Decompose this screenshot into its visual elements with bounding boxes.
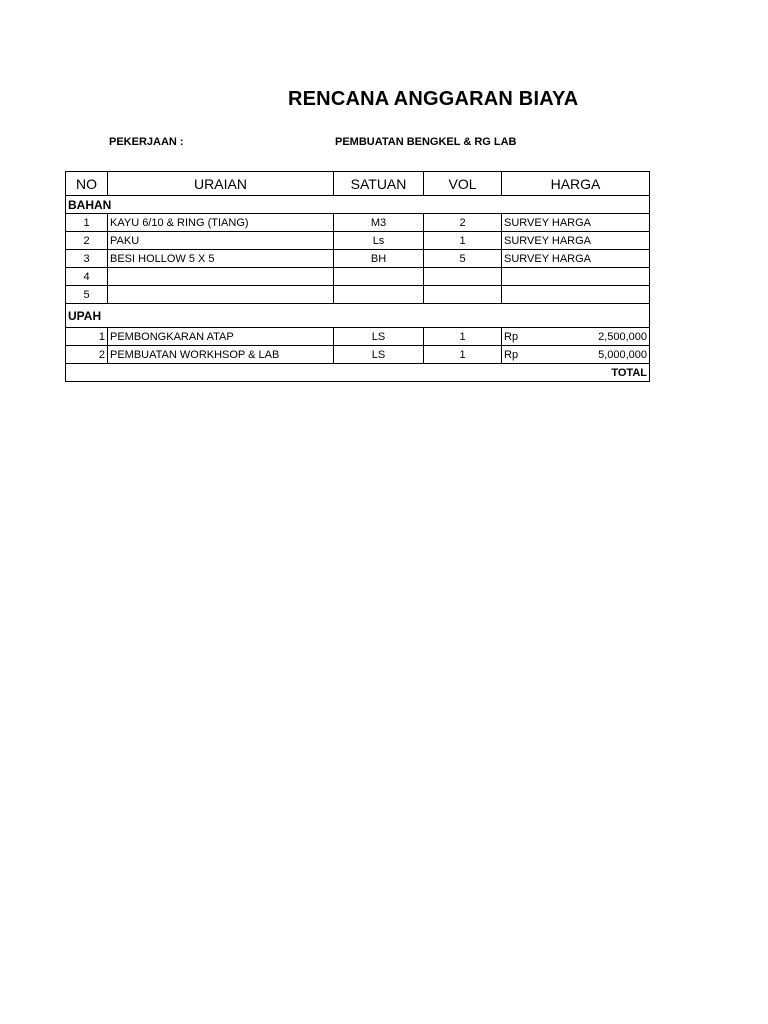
section-row-upah [66, 304, 650, 328]
table-row [66, 232, 650, 250]
cell-no: 1 [66, 214, 108, 232]
currency-label: Rp [504, 330, 519, 343]
total-row [66, 364, 650, 382]
table-row [66, 214, 650, 232]
cell-vol: 1 [424, 232, 502, 250]
cell-satuan: LS [334, 346, 424, 364]
cell-no: 1 [66, 328, 108, 346]
header-harga: HARGA [502, 172, 650, 196]
cell-harga: SURVEY HARGA [502, 250, 650, 268]
cell-uraian [108, 286, 334, 304]
header-satuan: SATUAN [334, 172, 424, 196]
cell-vol: 5 [424, 250, 502, 268]
table-row [66, 250, 650, 268]
cell-uraian: PAKU [108, 232, 334, 250]
header-vol: VOL [424, 172, 502, 196]
cell-vol: 2 [424, 214, 502, 232]
cell-satuan: Ls [334, 232, 424, 250]
cell-satuan: BH [334, 250, 424, 268]
cell-no: 2 [66, 346, 108, 364]
cell-harga: SURVEY HARGA [502, 232, 650, 250]
table-header-row [66, 172, 650, 196]
cell-no: 5 [66, 286, 108, 304]
total-label: TOTAL [66, 364, 650, 382]
cell-satuan [334, 268, 424, 286]
cell-uraian [108, 268, 334, 286]
cell-vol: 1 [424, 346, 502, 364]
section-label-bahan: BAHAN [66, 196, 650, 214]
section-row-bahan [66, 196, 650, 214]
cell-satuan: M3 [334, 214, 424, 232]
cell-vol [424, 268, 502, 286]
cell-uraian: PEMBONGKARAN ATAP [108, 328, 334, 346]
cell-harga: SURVEY HARGA [502, 214, 650, 232]
table-row [66, 346, 650, 364]
cell-harga [502, 268, 650, 286]
cell-uraian: PEMBUATAN WORKHSOP & LAB [108, 346, 334, 364]
table-row [66, 286, 650, 304]
cell-no: 4 [66, 268, 108, 286]
cell-harga [502, 328, 650, 346]
cell-vol: 1 [424, 328, 502, 346]
cell-satuan [334, 286, 424, 304]
pekerjaan-value: PEMBUATAN BENGKEL & RG LAB [335, 136, 517, 148]
currency-label: Rp [504, 348, 519, 361]
table-row [66, 328, 650, 346]
cell-no: 3 [66, 250, 108, 268]
document-title: RENCANA ANGGARAN BIAYA [288, 88, 579, 110]
cell-no: 2 [66, 232, 108, 250]
pekerjaan-label: PEKERJAAN : [109, 136, 184, 148]
cell-satuan: LS [334, 328, 424, 346]
cell-uraian: BESI HOLLOW 5 X 5 [108, 250, 334, 268]
price-value: 5,000,000 [598, 348, 647, 361]
header-no: NO [66, 172, 108, 196]
cell-uraian: KAYU 6/10 & RING (TIANG) [108, 214, 334, 232]
cell-vol [424, 286, 502, 304]
budget-table [65, 171, 650, 382]
section-label-upah: UPAH [66, 304, 650, 328]
price-value: 2,500,000 [598, 330, 647, 343]
cell-harga [502, 346, 650, 364]
table-row [66, 268, 650, 286]
cell-harga [502, 286, 650, 304]
header-uraian: URAIAN [108, 172, 334, 196]
